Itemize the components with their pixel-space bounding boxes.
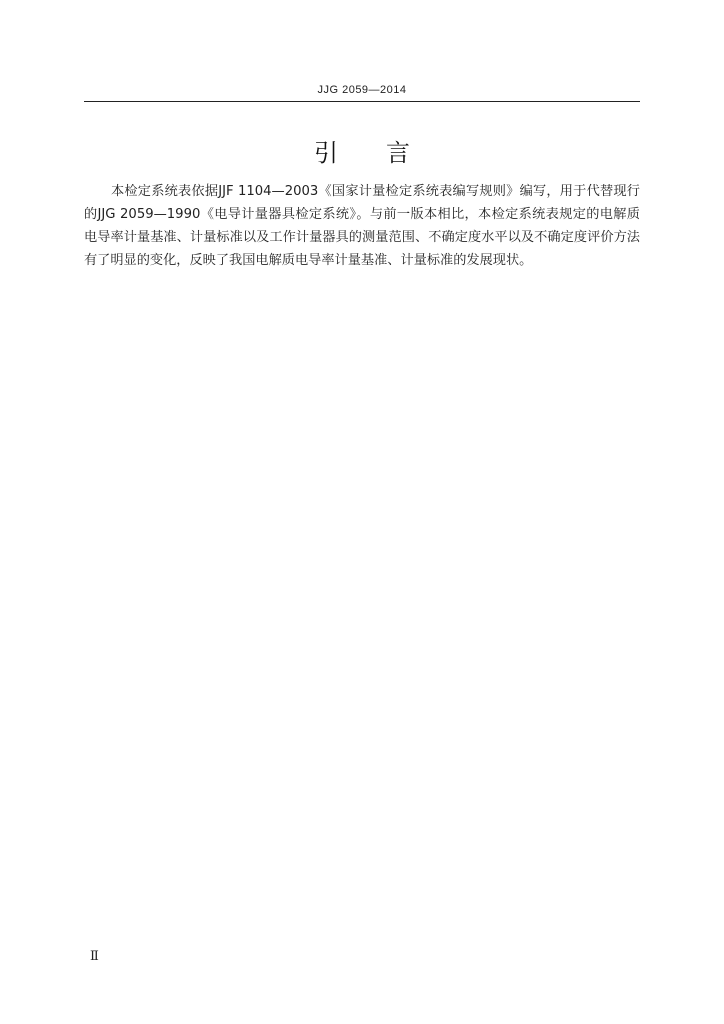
header-divider (84, 101, 640, 102)
standard-code-header: JJG 2059—2014 (317, 84, 407, 96)
introduction-paragraph: 本检定系统表依据JJF 1104—2003《国家计量检定系统表编写规则》编写，用于代替现行的JJG 2059—1990《电导计量器具检定系统》。与前一版本相比，本检定系统表规定的电解质电导率计量基准、计量标准以及工作计量器具的测量范围、不确定度水平以及不确定度评价方法有了明显的变化，反映了我国电解质电导率计量基准、计量标准的发展现状。 (84, 184, 640, 268)
section-title: 引言 (314, 139, 458, 167)
page-number: Ⅱ (90, 948, 99, 963)
